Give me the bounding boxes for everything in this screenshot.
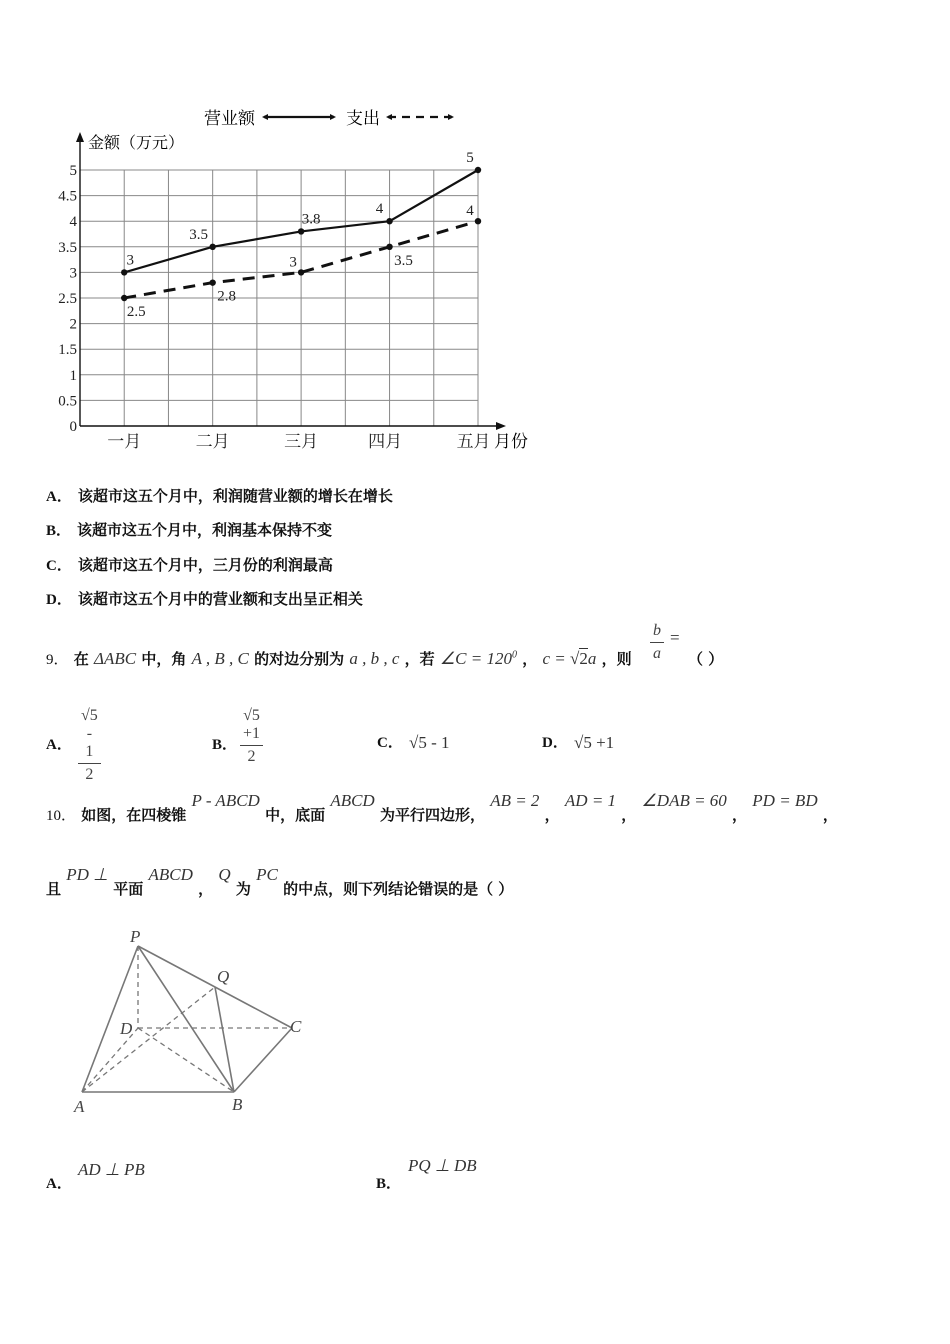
- y-tick-label: 1: [69, 367, 77, 384]
- x-tick-label: 五月: [456, 432, 491, 451]
- q9-choice-d-label: D．: [542, 735, 568, 751]
- q9-text-3: 的对边分别为: [254, 650, 345, 668]
- q9-text-4: ，若: [404, 650, 435, 668]
- q8-option-a-label: A．: [46, 489, 72, 505]
- revenue-data-label: 5: [466, 150, 474, 166]
- q10-choice-b-label: B．: [376, 1176, 402, 1192]
- revenue-data-label: 3: [126, 252, 134, 269]
- legend-expense-arrow-right: [448, 114, 454, 120]
- revenue-point: [386, 218, 392, 224]
- q9-frac-bot: a: [653, 645, 661, 662]
- q9-text-5: ，: [522, 650, 538, 668]
- y-axis-title: 金额（万元）: [88, 135, 185, 152]
- expense-point: [121, 295, 127, 301]
- expense-data-label: 2.8: [217, 288, 237, 305]
- q10-text-2: 中，底面: [265, 806, 326, 824]
- x-tick-label: 一月: [107, 432, 142, 451]
- y-tick-label: 0.5: [58, 393, 77, 410]
- y-tick-label: 4.5: [58, 188, 77, 205]
- q10-sep-5: ，: [198, 880, 214, 898]
- question-10-line-2: [46, 864, 926, 898]
- q9-fraction: [650, 622, 664, 663]
- chart-axes: [76, 132, 506, 430]
- revenue-data-label: 3.5: [189, 226, 209, 243]
- y-tick-label: 1.5: [58, 342, 77, 359]
- revenue-point: [475, 167, 481, 173]
- q10-choice-a-label: A．: [46, 1176, 72, 1192]
- y-tick-labels: [58, 163, 77, 435]
- q8-option-b-label: B．: [46, 523, 72, 539]
- q9-cond2-lhs: c =: [542, 649, 570, 668]
- legend-revenue-arrow-right: [330, 114, 336, 120]
- revenue-point: [298, 228, 304, 234]
- y-tick-label: 2: [69, 316, 77, 333]
- pyramid-figure: [60, 922, 340, 1122]
- revenue-point: [209, 244, 215, 250]
- q9-paren: （ ）: [688, 650, 724, 668]
- q9-text-1: 在: [73, 650, 89, 668]
- expense-data-label: 3.5: [394, 252, 413, 269]
- q9-choice-a-bot: 2: [85, 766, 94, 783]
- x-tick-label: 三月: [284, 432, 319, 451]
- vertex-label-b: B: [232, 1095, 243, 1114]
- q9-frac-top: b: [650, 622, 664, 643]
- q9-choice-c-label: C．: [377, 735, 403, 751]
- q10-text-4: 且: [46, 880, 62, 898]
- y-tick-label: 3: [69, 265, 77, 282]
- q10-pyramid: P - ABCD: [191, 791, 260, 810]
- y-axis-arrow-icon: [76, 132, 84, 142]
- revenue-point: [121, 269, 127, 275]
- q8-option-d-label: D．: [46, 592, 72, 608]
- x-tick-labels: [107, 432, 490, 451]
- q10-sep-1: ，: [544, 806, 560, 824]
- q9-sides: a , b , c: [349, 649, 400, 668]
- q9-choice-b-top: √5 +1: [240, 707, 263, 746]
- chart-grid: [80, 170, 478, 426]
- q9-cond2-var: a: [587, 649, 597, 668]
- q8-option-d[interactable]: [46, 588, 363, 609]
- q10-sep-2: ，: [621, 806, 637, 824]
- q10-text-7: 的中点，则下列结论错误的是（ ）: [283, 880, 514, 898]
- expense-data-label: 4: [466, 203, 474, 220]
- y-tick-label: 2.5: [58, 291, 77, 307]
- vertex-label-d: D: [120, 1019, 133, 1038]
- expense-point: [298, 269, 304, 275]
- q9-cond1: [440, 649, 517, 668]
- q10-text-6: 为: [235, 880, 251, 898]
- q10-base: ABCD: [330, 791, 375, 810]
- q10-cond-angle: ∠DAB = 60: [641, 791, 727, 810]
- legend-expense-arrow-left: [386, 114, 392, 120]
- q8-option-c-text: 该超市这五个月中，三月份的利润最高: [77, 556, 333, 574]
- q8-option-d-text: 该超市这五个月中的营业额和支出呈正相关: [77, 590, 363, 608]
- y-tick-label: 4: [69, 214, 77, 231]
- q8-option-a-text: 该超市这五个月中，利润随营业额的增长在增长: [77, 487, 393, 505]
- q9-equals: =: [670, 628, 680, 647]
- x-tick-label: 四月: [368, 432, 403, 451]
- q8-option-a[interactable]: [46, 485, 393, 506]
- expense-data-label: 3: [289, 254, 297, 271]
- q8-option-b[interactable]: [46, 519, 332, 540]
- chart-legend: [204, 109, 454, 128]
- vertex-label-c: C: [290, 1017, 302, 1036]
- expense-point: [475, 218, 481, 224]
- q10-cond-perp: PD ⊥: [66, 865, 108, 884]
- q9-choice-a-top: √5 - 1: [78, 707, 101, 764]
- q8-option-b-text: 该超市这五个月中，利润基本保持不变: [77, 521, 333, 539]
- question-9: [46, 622, 926, 682]
- expense-data-label: 2.5: [126, 304, 146, 320]
- edge-db-hidden: [138, 1028, 234, 1092]
- q9-text-2: 中，角: [141, 650, 187, 668]
- q10-sep-3: ，: [732, 806, 748, 824]
- q9-triangle: ΔABC: [94, 649, 137, 668]
- vertex-label-p: P: [130, 927, 141, 946]
- x-axis-arrow-icon: [496, 422, 506, 430]
- q9-number: 9．: [46, 652, 69, 668]
- q10-cond-pd: PD = BD: [752, 791, 818, 810]
- q9-cond2: [542, 648, 596, 668]
- q10-point-q: Q: [218, 865, 231, 884]
- revenue-expense-line-chart: [40, 100, 540, 460]
- q8-option-c[interactable]: [46, 554, 333, 575]
- q10-choice-a-expr: AD ⊥ PB: [78, 1160, 145, 1179]
- revenue-data-label: 4: [375, 201, 384, 218]
- q9-choice-b-bot: 2: [247, 748, 256, 765]
- x-axis-title: 月份: [494, 432, 528, 451]
- y-tick-label: 0: [69, 419, 77, 435]
- q10-text-1: 如图，在四棱锥: [81, 806, 187, 824]
- q9-choice-a-label: A．: [46, 737, 72, 753]
- q9-cond2-radicand: 2: [579, 649, 588, 668]
- q9-choices: [46, 707, 926, 783]
- x-tick-label: 二月: [195, 432, 230, 451]
- expense-point: [386, 244, 392, 250]
- q10-number: 10．: [46, 808, 77, 824]
- q10-text-3: 为平行四边形，: [379, 806, 485, 824]
- q10-plane: ABCD: [148, 865, 193, 884]
- q10-text-5: 平面: [113, 880, 144, 898]
- q9-angles: A , B , C: [191, 649, 249, 668]
- y-tick-label: 3.5: [58, 239, 77, 256]
- q10-sep-4: ，: [822, 806, 838, 824]
- q10-segment-pc: PC: [256, 865, 278, 884]
- legend-expense-label: 支出: [346, 109, 380, 128]
- q10-choice-b-expr: PQ ⊥ DB: [408, 1156, 477, 1175]
- q10-cond-ab: AB = 2: [490, 791, 540, 810]
- legend-revenue-label: 营业额: [204, 109, 255, 128]
- q9-cond1-text: ∠C = 120: [439, 649, 512, 668]
- q8-option-c-label: C．: [46, 558, 72, 574]
- question-10-line-1: [46, 790, 926, 824]
- legend-revenue-arrow-left: [262, 114, 268, 120]
- vertex-label-a: A: [74, 1097, 85, 1116]
- q9-stem: [46, 648, 632, 669]
- q9-choice-c-expr: √5 - 1: [409, 733, 450, 752]
- vertex-label-q: Q: [217, 967, 230, 986]
- revenue-data-label: 3.8: [301, 211, 321, 228]
- edge-bc: [234, 1028, 292, 1092]
- q9-choice-b-label: B．: [212, 737, 238, 753]
- q9-text-6: ，则: [601, 650, 632, 668]
- q9-choice-d-expr: √5 +1: [574, 733, 615, 752]
- q10-cond-ad: AD = 1: [564, 791, 617, 810]
- q9-cond1-sup: 0: [511, 649, 517, 661]
- sqrt-symbol-icon: √: [569, 649, 580, 668]
- y-tick-label: 5: [69, 163, 77, 179]
- expense-point: [209, 279, 215, 285]
